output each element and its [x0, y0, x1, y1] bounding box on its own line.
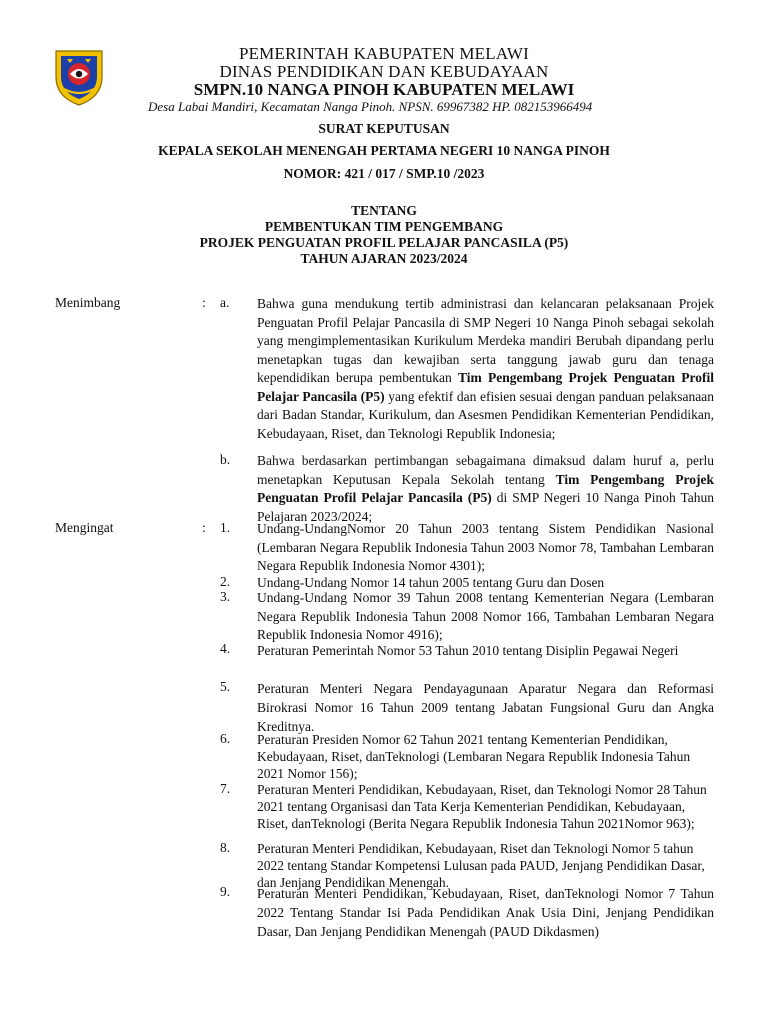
mengingat-item: Peraturan Menteri Pendidikan, Kebudayaan, Riset, dan Teknologi Nomor 28 Tahun 2021 tentang Organisasi dan Tata Kerja Kementerian Pendidikan, Kebudayaan, Riset, danTeknologi (Berita Negara Republik Indonesia Tahun 2021Nomor 963);: [257, 782, 707, 831]
mengingat-item: Peraturan Menteri Pendidikan, Kebudayaan, Riset, danTeknologi Nomor 7 Tahun 2022 Tentang Standar Isi Pada Pendidikan Anak Usia Dini, Jenjang Pendidikan Dasar, Dan Jenjang Pendidikan Menengah (PAUD Dikdasmen): [257, 886, 714, 939]
item-text: Bahwa guna mendukung tertib administrasi dan kelancaran pelaksanaan Projek Penguatan Profil Pelajar Pancasila di SMP Negeri 10 Nanga Pinoh sebagai sekolah yang mengimplementasikan Kurikulum Merdeka mandiri Berubah dipandang perlu menetapkan tugas dan kewajiban serta tanggung jawab guru dan tenaga kependidikan berupa pembentukan: [257, 296, 714, 385]
mengingat-item: Undang-Undang Nomor 39 Tahun 2008 tentang Kementerian Negara (Lembaran Negara Republik Indonesia Tahun 2008 Nomor 166, Tambahan Lembaran Negara Republik Indonesia Nomor 4916);: [257, 590, 714, 642]
item-text: di SMP Negeri 10 Nanga Pinoh Tahun Pelajaran 2023/2024;: [257, 490, 714, 524]
letterhead-government: PEMERINTAH KABUPATEN MELAWI: [238, 44, 530, 63]
mengingat-item: Peraturan Presiden Nomor 62 Tahun 2021 tentang Kementerian Pendidikan, Kebudayaan, Riset, danTeknologi (Lembaran Negara Republik Indonesia Tahun 2021 Nomor 156);: [257, 732, 691, 781]
item-marker: a.: [220, 295, 230, 310]
section-colon: :: [202, 295, 206, 310]
letterhead-agency: DINAS PENDIDIKAN DAN KEBUDAYAAN: [219, 62, 549, 81]
subject-line: PEMBENTUKAN TIM PENGEMBANG: [264, 219, 504, 234]
item-marker: 2.: [220, 574, 231, 589]
letterhead-school: SMPN.10 NANGA PINOH KABUPATEN MELAWI: [193, 80, 575, 99]
section-label-mengingat: Mengingat: [55, 520, 114, 535]
subject-line: TENTANG: [351, 203, 417, 218]
mengingat-item: Peraturan Pemerintah Nomor 53 Tahun 2010 tentang Disiplin Pegawai Negeri: [257, 643, 679, 658]
item-text: Bahwa berdasarkan pertimbangan sebagaimana dimaksud dalam huruf a, perlu menetapkan Keputusan Kepala Sekolah tentang: [257, 453, 714, 487]
item-marker: 6.: [220, 731, 231, 746]
document-type: SURAT KEPUTUSAN: [318, 121, 450, 136]
mengingat-item: Peraturan Menteri Pendidikan, Kebudayaan, Riset dan Teknologi Nomor 5 tahun 2022 tentang Standar Kompetensi Lulusan pada PAUD, Jenjang Pendidikan Dasar, dan Jenjang Pendidikan Menengah.: [257, 841, 705, 890]
mengingat-item: Peraturan Menteri Negara Pendayagunaan Aparatur Negara dan Reformasi Birokrasi Nomor 16 Tahun 2009 tentang Jabatan Fungsional Guru dan Angka Kreditnya.: [257, 681, 714, 734]
menimbang-item-a: [257, 295, 714, 443]
letterhead-address: Desa Labai Mandiri, Kecamatan Nanga Pinoh. NPSN. 69967382 HP. 082153966494: [148, 99, 593, 114]
subject-line: PROJEK PENGUATAN PROFIL PELAJAR PANCASILA (P5): [199, 235, 569, 250]
item-marker: 5.: [220, 679, 231, 694]
item-bold-text: Tim Pengembang Projek Penguatan Profil Pelajar Pancasila (P5): [257, 471, 714, 505]
item-marker: 4.: [220, 641, 231, 656]
section-label-menimbang: Menimbang: [55, 295, 121, 310]
item-bold-text: Tim Pengembang Projek Penguatan Profil Pelajar Pancasila (P5): [257, 370, 715, 404]
item-marker: 1.: [220, 520, 231, 535]
item-marker: 8.: [220, 840, 231, 855]
document-subject: [0, 203, 768, 267]
menimbang-item-b: [257, 452, 714, 526]
section-colon: :: [202, 520, 206, 535]
item-marker: 3.: [220, 589, 231, 604]
mengingat-item: Undang-UndangNomor 20 Tahun 2003 tentang Sistem Pendidikan Nasional (Lembaran Negara Republik Indonesia Tahun 2003 Nomor 78, Tambahan Lembaran Negara Republik Indonesia Nomor 4301);: [257, 521, 714, 573]
document-number: NOMOR: 421 / 017 / SMP.10 /2023: [283, 166, 485, 181]
item-marker: 9.: [220, 884, 231, 899]
document-issuer: KEPALA SEKOLAH MENENGAH PERTAMA NEGERI 10 NANGA PINOH: [158, 143, 610, 158]
item-marker: 7.: [220, 781, 231, 796]
item-text: yang efektif dan efisien sesuai dengan panduan pelaksanaan dari Badan Standar, Kurikulum, dan Asesmen Pendidikan Kementerian Pendidikan, Kebudayaan, Riset, dan Teknologi Republik Indonesia;: [257, 388, 714, 441]
item-marker: b.: [220, 452, 231, 467]
subject-line: TAHUN AJARAN 2023/2024: [300, 251, 468, 266]
mengingat-item: Undang-Undang Nomor 14 tahun 2005 tentang Guru dan Dosen: [257, 575, 605, 590]
